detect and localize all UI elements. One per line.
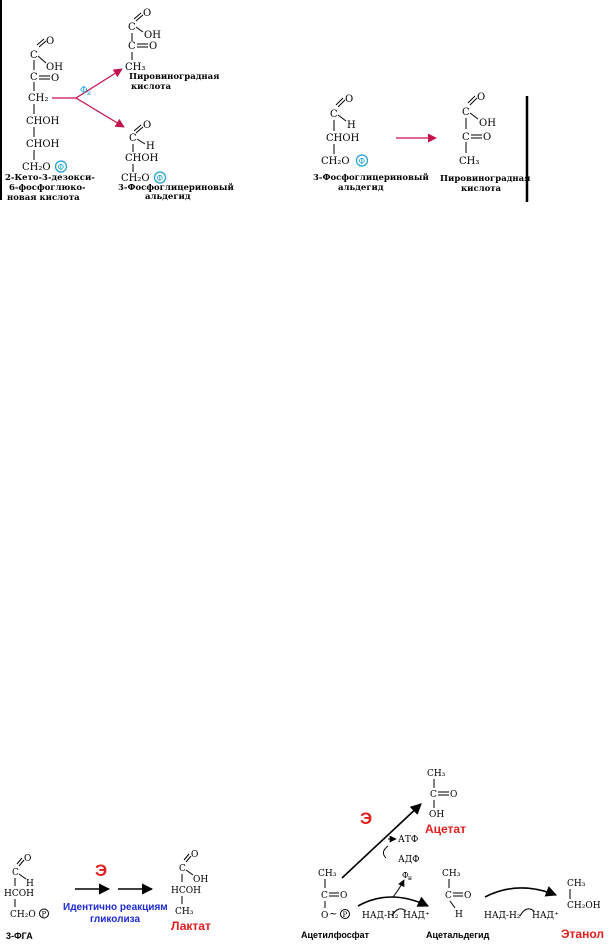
kdpg-label [5,173,95,203]
acp-c: C [321,891,328,901]
gap2-h: H [347,120,356,131]
kdpg-choh-1: CHOH [26,116,60,127]
acetate-label: Ацетат [425,822,466,836]
acetylphosphate-to-acetaldehyde-arrow [358,897,428,906]
pyr1-ch3: CH₃ [125,62,146,73]
lac-hcoh: HCOH [171,886,201,896]
kdpg-structure [22,36,67,173]
acp-o-double: O [340,891,348,901]
gap1-choh: CHOH [125,153,159,164]
kdpg-label-line-3: новая кислота [7,193,80,203]
gap2-label-line-2: альдегид [338,183,384,193]
acetaldehyde-label: Ацетальдегид [426,930,490,940]
acp-o: O [321,911,329,921]
kdpg-choh-2: CHOH [26,139,60,150]
gap1-o: O [143,120,152,131]
kdpg-phosphate: Ф [57,163,65,172]
pyr2-oh: OH [479,118,496,129]
pyr1-label-line-2: кислота [131,82,172,92]
acetate-c: C [430,790,437,800]
lactate-structure [171,850,208,917]
pyruvate-structure-1 [125,8,161,73]
gap1-label-line-2: альдегид [145,192,191,202]
pyr1-c1: C [128,22,136,33]
pyr1-o1: O [143,8,152,19]
lac-c1: C [179,864,186,874]
pyruvate-structure-2 [459,92,496,167]
fga-ch2o: CH₂O [10,910,36,920]
eth-ch3: CH₃ [567,879,586,889]
ald-o: O [464,891,472,901]
kdpg-oh: OH [46,62,63,73]
fga-phosphate: P [41,910,47,919]
gap2-o: O [345,94,354,105]
kdpg-c1: C [30,50,38,61]
acetylphosphate-structure [318,869,350,921]
atp-adp-curve [383,846,388,858]
pyr1-oh: OH [144,30,161,41]
gap1-h: H [146,141,155,152]
kdpg-ch2: CH₂ [28,93,49,104]
pyr2-c1: C [462,107,470,118]
lac-o: O [191,850,199,860]
acetaldehyde-structure [442,869,471,920]
gap-structure-2 [321,94,368,167]
eth-ch2oh: CH₂OH [567,901,601,911]
pyr2-label-line-1: Пировиноградная [440,174,531,184]
pathway-note-line-1: Идентично реакциям [63,902,168,913]
fga-c1: C [12,868,19,878]
panel-3-lactate-pathway [4,850,211,941]
acp-phosphate: P [342,911,348,919]
ethanol-label: Этанол [561,927,604,941]
pyr2-o2: O [483,132,492,143]
fga-hcoh: HCOH [4,889,34,899]
enzyme-mark-2: Э [360,809,373,828]
acetate-ch3: CH₃ [427,769,446,779]
kdpg-ch2o: CH₂O [22,162,51,173]
lac-oh: OH [193,875,209,885]
acetaldehyde-to-ethanol-arrow [485,888,556,897]
fga-label: 3-ФГА [6,931,33,941]
pyr2-ch3: CH₃ [459,156,480,167]
pyr1-label-line-1: Пировиноградная [129,72,220,82]
adp-label: АДФ [398,855,420,865]
pyruvate-label-2 [440,174,530,194]
acetylphosphate-label: Ацетилфосфат [301,930,370,940]
gap2-ch2o: CH₂O [321,156,350,167]
gap1-c1: C [129,133,137,144]
fga-o: O [24,854,32,864]
gap2-label-line-1: 3-Фосфоглицериновый [313,173,429,183]
atp-label: АТФ [398,835,419,845]
arrow-phosphate-label: Ф [80,86,88,96]
acp-ch3: CH₃ [318,869,337,879]
ald-c: C [445,891,452,901]
acp-tilde: ~ [329,909,338,920]
ethanol-structure [567,879,601,911]
released-phosphate-subscript: н [408,875,412,882]
pyruvate-label-1 [129,72,219,92]
pathway-note [63,902,168,925]
panel-1-entner-doudoroff-split [1,0,234,203]
gap2-choh: CHOH [326,133,360,144]
arrow-phosphate-subscript: н [87,90,91,97]
panel-2-gap-to-pyruvate [313,92,530,202]
acetate-o: O [450,790,458,800]
acetate-oh: OH [429,810,445,820]
lac-ch3: CH₃ [175,907,194,917]
pyr2-c2: C [462,132,470,143]
ald-h: H [455,910,463,920]
nad-label-1: НАД⁺ [403,911,430,921]
pyr2-o1: O [477,92,486,103]
gap1-label-line-1: 3-Фосфоглицериновый [118,183,234,193]
pyr2-label-line-2: кислота [461,184,502,194]
ald-ch3: CH₃ [442,869,461,879]
gap2-phosphate: Ф [358,157,366,166]
split-arrow-to-gap [76,98,124,127]
fga-structure [4,854,49,920]
kdpg-keto-o: O [51,73,60,84]
released-phosphate: Ф [402,871,409,880]
kdpg-label-line-1: 2-Кето-3-дезокси- [5,173,95,183]
acetate-structure [427,769,457,820]
nadh-label-2: НАД-Н₂ [484,911,521,921]
pyr1-o2: O [149,41,158,52]
phosphate-release-arrow [393,880,404,897]
gap1-phosphate: Ф [156,174,164,183]
gap1-ch2o: CH₂O [121,173,150,184]
nadh-label-1: НАД-Н₂ [362,911,399,921]
kdpg-c2: C [30,72,38,83]
gap-label-2 [313,172,429,193]
nad-label-2: НАД⁺ [532,911,559,921]
pathway-note-line-2: гликолиза [90,914,141,925]
gap-structure-1 [121,120,166,184]
panel-4-acetate-ethanol-pathway [301,769,604,941]
lactate-label: Лактат [171,919,211,933]
kdpg-o: O [46,36,55,47]
gap2-c1: C [330,109,338,120]
enzyme-mark-1: Э [95,861,108,880]
pyr1-c2: C [128,41,136,52]
gap-label-1 [118,182,234,202]
kdpg-label-line-2: 6-фосфоглюко- [9,183,86,193]
fga-h: H [26,879,34,889]
